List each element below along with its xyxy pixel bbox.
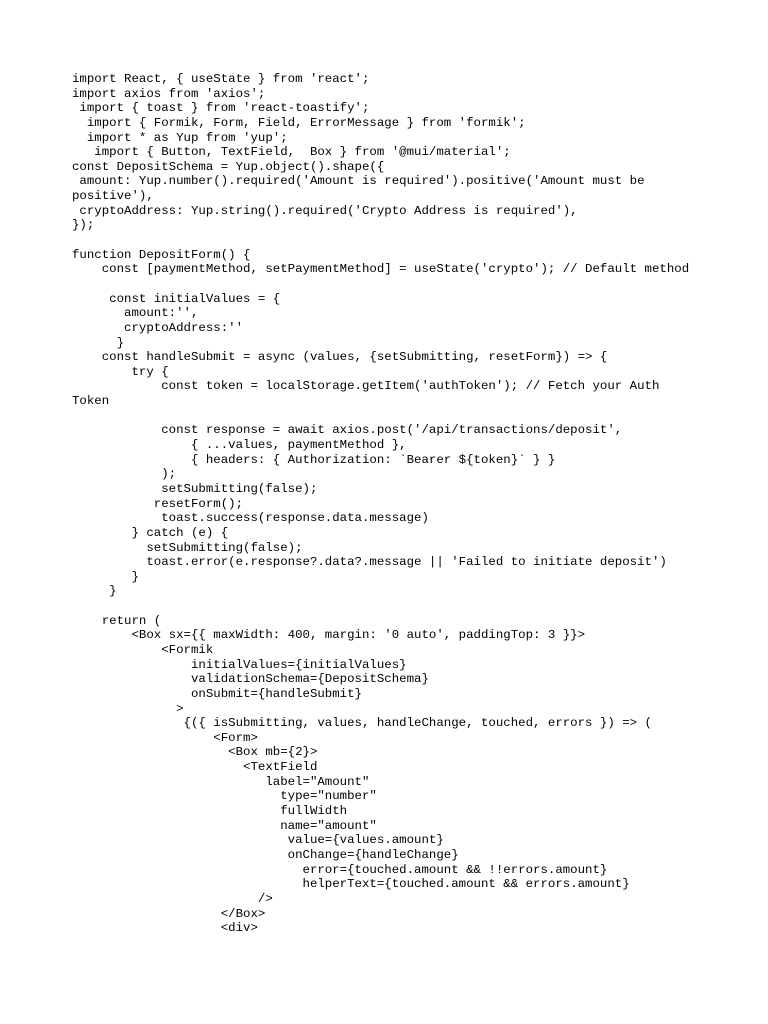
code-line: } <box>72 569 139 584</box>
code-line: initialValues={initialValues} <box>72 657 407 672</box>
code-line: fullWidth <box>72 804 348 819</box>
code-line: toast.error(e.response?.data?.message || 'Failed to initiate deposit') <box>72 555 667 570</box>
code-line: amount:'', <box>72 306 199 321</box>
code-line: const [paymentMethod, setPaymentMethod] = useState('crypto'); // Default method <box>72 262 690 277</box>
code-line: </Box> <box>72 906 266 921</box>
code-line: { ...values, paymentMethod }, <box>72 438 407 453</box>
code-line: <Form> <box>72 730 258 745</box>
code-line: import React, { useState } from 'react'; <box>72 72 370 86</box>
code-line: <Box sx={{ maxWidth: 400, margin: '0 auto', paddingTop: 3 }}> <box>72 628 586 643</box>
code-line: > <box>72 701 184 716</box>
code-line: { headers: { Authorization: `Bearer ${token}` } } <box>72 452 556 467</box>
code-line: const token = localStorage.getItem('authToken'); // Fetch your Auth <box>72 379 660 394</box>
code-line: function DepositForm() { <box>72 247 251 262</box>
code-line: const DepositSchema = Yup.object().shape({ <box>72 159 385 174</box>
code-line: toast.success(response.data.message) <box>72 511 429 526</box>
code-line: import * as Yup from 'yup'; <box>72 130 288 145</box>
code-line: error={touched.amount && !!errors.amount} <box>72 862 608 877</box>
blank-line <box>72 409 712 424</box>
code-line: <TextField <box>72 760 318 775</box>
code-line: }); <box>72 218 95 233</box>
code-line: } catch (e) { <box>72 525 229 540</box>
code-line: onSubmit={handleSubmit} <box>72 686 362 701</box>
blank-line <box>72 233 712 248</box>
code-line: name="amount" <box>72 818 377 833</box>
code-line: return ( <box>72 613 162 628</box>
code-line: setSubmitting(false); <box>72 540 303 555</box>
code-block <box>72 72 712 936</box>
code-line: <Formik <box>72 642 214 657</box>
code-line: setSubmitting(false); <box>72 481 318 496</box>
code-line: /> <box>72 891 273 906</box>
blank-line <box>72 599 712 614</box>
code-line: Token <box>72 394 110 409</box>
code-line: label="Amount" <box>72 774 370 789</box>
code-line: {({ isSubmitting, values, handleChange, touched, errors }) => ( <box>72 716 652 731</box>
code-line: const initialValues = { <box>72 291 281 306</box>
code-line: } <box>72 584 117 599</box>
code-line: ); <box>72 467 177 482</box>
code-line: } <box>72 335 125 350</box>
code-line: import axios from 'axios'; <box>72 86 266 101</box>
code-line: amount: Yup.number().required('Amount is required').positive('Amount must be <box>72 174 645 189</box>
code-line: <div> <box>72 921 258 936</box>
code-line: cryptoAddress: Yup.string().required('Crypto Address is required'), <box>72 203 578 218</box>
code-line: helperText={touched.amount && errors.amount} <box>72 877 630 892</box>
code-line: import { toast } from 'react-toastify'; <box>72 101 370 116</box>
code-line: cryptoAddress:'' <box>72 320 244 335</box>
code-line: validationSchema={DepositSchema} <box>72 672 429 687</box>
code-line: value={values.amount} <box>72 833 444 848</box>
code-line: resetForm(); <box>72 496 244 511</box>
code-line: import { Formik, Form, Field, ErrorMessage } from 'formik'; <box>72 115 526 130</box>
code-line: try { <box>72 364 169 379</box>
code-line: import { Button, TextField, Box } from '@mui/material'; <box>72 145 511 160</box>
code-line: type="number" <box>72 789 377 804</box>
blank-line <box>72 277 712 292</box>
code-line: onChange={handleChange} <box>72 847 459 862</box>
code-line: positive'), <box>72 189 154 204</box>
code-line: const handleSubmit = async (values, {setSubmitting, resetForm}) => { <box>72 350 608 365</box>
code-line: const response = await axios.post('/api/transactions/deposit', <box>72 423 623 438</box>
code-line: <Box mb={2}> <box>72 745 318 760</box>
